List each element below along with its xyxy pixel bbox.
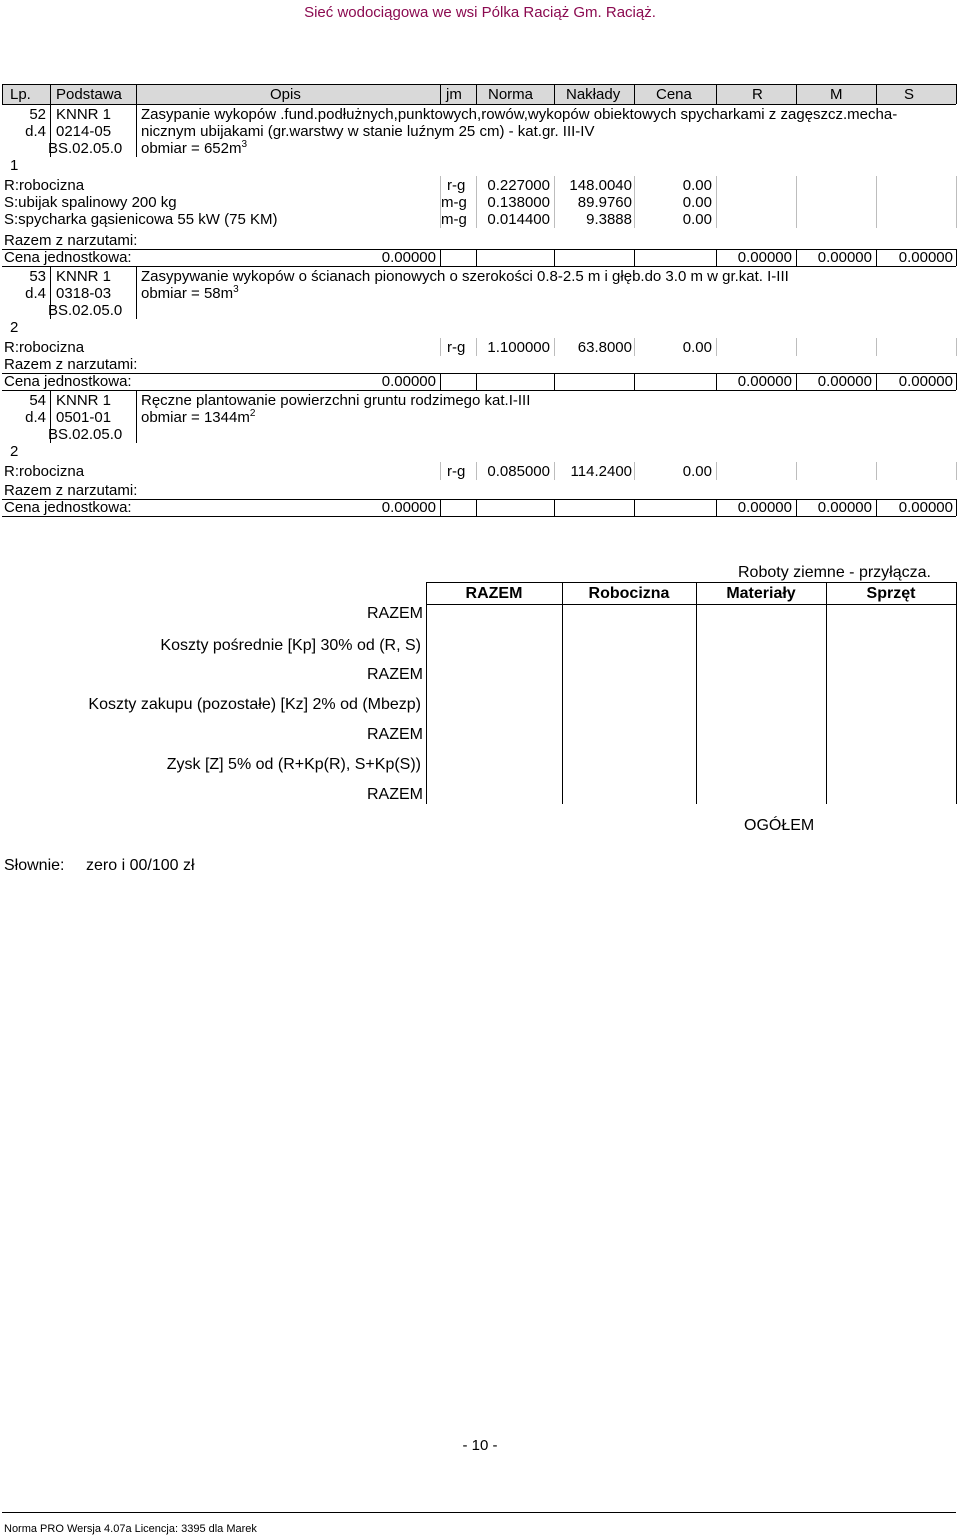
- col-jm: jm: [446, 86, 462, 103]
- podstawa-code: 1: [10, 157, 19, 174]
- resource-name: R:robocizna: [4, 177, 85, 194]
- podstawa-code: 0318-03: [56, 285, 112, 302]
- value-m: 0.00000: [817, 249, 872, 266]
- footer-license: Norma PRO Wersja 4.07a Licencja: 3395 dla Marek: [4, 1523, 257, 1535]
- resource-jm: m-g: [441, 194, 467, 211]
- cena-value: 0.00000: [381, 373, 436, 390]
- lp-number: 53: [29, 268, 46, 285]
- resource-naklady: 89.9760: [577, 194, 632, 211]
- document-title: Sieć wodociągowa we wsi Pólka Raciąż Gm. Raciąż.: [304, 4, 656, 21]
- section-title: Roboty ziemne - przyłącza.: [738, 564, 931, 581]
- col-cena: Cena: [656, 86, 692, 103]
- podstawa-code: BS.02.05.0: [48, 426, 123, 443]
- col-r: R: [752, 86, 763, 103]
- summary-header-sprzet: Sprzęt: [866, 585, 916, 602]
- summary-row-label: Zysk [Z] 5% od (R+Kp(R), S+Kp(S)): [166, 756, 421, 773]
- podstawa-code: BS.02.05.0: [48, 302, 123, 319]
- value-r: 0.00000: [737, 373, 792, 390]
- cena-label: Cena jednostkowa:: [4, 499, 132, 516]
- table-header: [2, 84, 956, 104]
- value-r: 0.00000: [737, 499, 792, 516]
- col-podstawa: Podstawa: [56, 86, 122, 103]
- value-s: 0.00000: [898, 249, 953, 266]
- lp-section: d.4: [25, 285, 46, 302]
- podstawa-code: KNNR 1: [56, 268, 112, 285]
- resource-cena: 0.00: [682, 339, 712, 356]
- resource-norma: 0.014400: [487, 211, 550, 228]
- summary-row-label: RAZEM: [367, 666, 423, 683]
- opis-text: Ręczne plantowanie powierzchni gruntu rodzimego kat.I-III: [141, 392, 531, 409]
- summary-row-label: Koszty zakupu (pozostałe) [Kz] 2% od (Mbezp): [88, 696, 421, 713]
- slownie-value: zero i 00/100 zł: [86, 857, 195, 874]
- col-opis: Opis: [270, 86, 301, 103]
- col-norma: Norma: [488, 86, 534, 103]
- summary-row-label: RAZEM: [367, 605, 423, 622]
- lp-section: d.4: [25, 123, 46, 140]
- resource-cena: 0.00: [682, 177, 712, 194]
- summary-row-label: RAZEM: [367, 726, 423, 743]
- opis-text: Zasypanie wykopów .fund.podłużnych,punktowych,rowów,wykopów obiektowych spycharkami z zagęszcz.mecha-: [141, 106, 898, 123]
- razem-label: Razem z narzutami:: [4, 356, 138, 373]
- summary-row-label: Koszty pośrednie [Kp] 30% od (R, S): [160, 637, 421, 654]
- slownie-label: Słownie:: [4, 857, 65, 874]
- summary-header-robocizna: Robocizna: [588, 585, 670, 602]
- resource-norma: 0.227000: [487, 177, 550, 194]
- podstawa-code: BS.02.05.0: [48, 140, 123, 157]
- resource-jm: r-g: [447, 339, 466, 356]
- lp-number: 52: [29, 106, 46, 123]
- page-number: - 10 -: [462, 1437, 498, 1454]
- opis-text: Zasypywanie wykopów o ścianach pionowych o szerokości 0.8-2.5 m i głęb.do 3.0 m w gr.kat. I-III: [141, 268, 789, 285]
- value-m: 0.00000: [817, 373, 872, 390]
- col-s: S: [904, 86, 915, 103]
- razem-label: Razem z narzutami:: [4, 232, 138, 249]
- summary-row-label: RAZEM: [367, 786, 423, 803]
- resource-jm: r-g: [447, 463, 466, 480]
- resource-jm: m-g: [441, 211, 467, 228]
- col-m: M: [830, 86, 843, 103]
- col-lp: Lp.: [10, 86, 31, 103]
- value-s: 0.00000: [898, 499, 953, 516]
- obmiar: obmiar = $652m^3$: [141, 139, 248, 157]
- podstawa-code: KNNR 1: [56, 106, 112, 123]
- podstawa-code: 0214-05: [56, 123, 112, 140]
- podstawa-code: KNNR 1: [56, 392, 112, 409]
- podstawa-code: 2: [10, 443, 19, 460]
- podstawa-code: 0501-01: [56, 409, 112, 426]
- opis-text: nicznym ubijakami (gr.warstwy w stanie luźnym 25 cm) - kat.gr. III-IV: [141, 123, 595, 140]
- podstawa-code: 2: [10, 319, 19, 336]
- resource-naklady: 148.0040: [569, 177, 632, 194]
- resource-name: R:robocizna: [4, 339, 85, 356]
- cena-label: Cena jednostkowa:: [4, 249, 132, 266]
- value-r: 0.00000: [737, 249, 792, 266]
- resource-norma: 0.085000: [487, 463, 550, 480]
- lp-number: 54: [29, 392, 46, 409]
- resource-name: S:spycharka gąsienicowa 55 kW (75 KM): [4, 211, 278, 228]
- razem-label: Razem z narzutami:: [4, 482, 138, 499]
- resource-name: S:ubijak spalinowy 200 kg: [4, 194, 177, 211]
- ogolem-label: OGÓŁEM: [744, 817, 815, 834]
- obmiar: obmiar = $58m^3$: [141, 284, 239, 302]
- col-naklady: Nakłady: [566, 86, 621, 103]
- value-s: 0.00000: [898, 373, 953, 390]
- cena-value: 0.00000: [381, 249, 436, 266]
- resource-naklady: 63.8000: [577, 339, 632, 356]
- resource-norma: 1.100000: [487, 339, 550, 356]
- cena-value: 0.00000: [381, 499, 436, 516]
- lp-section: d.4: [25, 409, 46, 426]
- resource-cena: 0.00: [682, 211, 712, 228]
- resource-cena: 0.00: [682, 463, 712, 480]
- obmiar: obmiar = $1344m^2$: [141, 408, 256, 426]
- resource-name: R:robocizna: [4, 463, 85, 480]
- summary-header-materialy: Materiały: [726, 585, 796, 602]
- cena-label: Cena jednostkowa:: [4, 373, 132, 390]
- summary-header-razem: RAZEM: [465, 585, 523, 602]
- resource-jm: r-g: [447, 177, 466, 194]
- resource-norma: 0.138000: [487, 194, 550, 211]
- resource-naklady: 9.3888: [586, 211, 632, 228]
- resource-naklady: 114.2400: [570, 463, 632, 480]
- resource-cena: 0.00: [682, 194, 712, 211]
- value-m: 0.00000: [817, 499, 872, 516]
